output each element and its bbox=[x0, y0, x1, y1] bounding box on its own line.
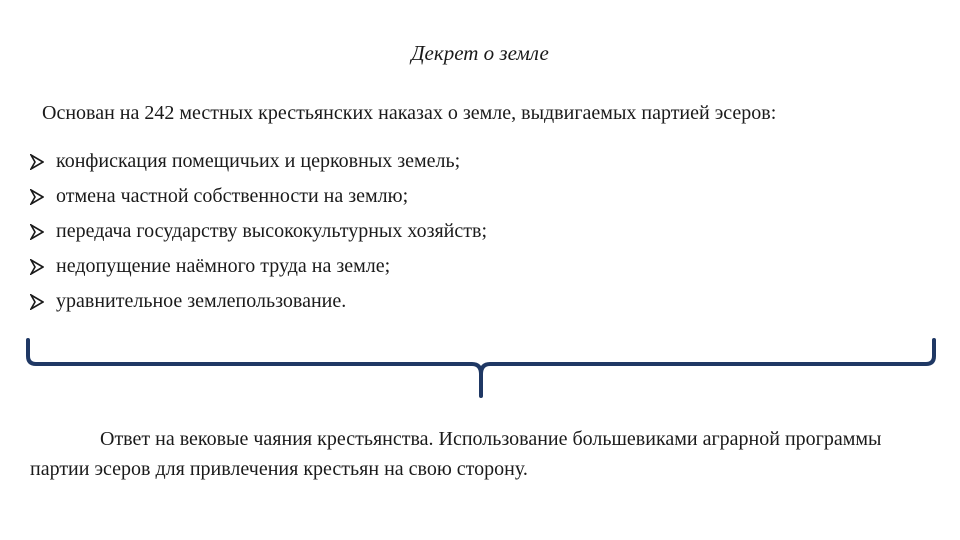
list-item-text: отмена частной собственности на землю; bbox=[56, 185, 409, 207]
arrowhead-bullet-icon bbox=[30, 189, 44, 205]
bullet-list bbox=[30, 144, 910, 319]
slide-title: Декрет о земле bbox=[411, 41, 549, 65]
conclusion-text: Ответ на вековые чаяния крестьянства. Использование большевиками аграрной программы партии эсеров для привлечения крестьян на свою сторону. bbox=[30, 428, 882, 480]
intro-text: Основан на 242 местных крестьянских наказах о земле, выдвигаемых партией эсеров: bbox=[42, 102, 777, 124]
list-item-text: уравнительное землепользование. bbox=[56, 290, 347, 312]
arrowhead-bullet-icon bbox=[30, 259, 44, 275]
arrowhead-bullet-icon bbox=[30, 154, 44, 170]
arrowhead-bullet-icon bbox=[30, 224, 44, 240]
list-item bbox=[30, 214, 910, 249]
curly-brace-icon bbox=[24, 338, 938, 400]
list-item-text: конфискация помещичьих и церковных земель; bbox=[56, 150, 461, 172]
arrowhead-bullet-icon bbox=[30, 294, 44, 310]
list-item-text: передача государству высококультурных хозяйств; bbox=[56, 220, 487, 242]
list-item bbox=[30, 249, 910, 284]
list-item bbox=[30, 284, 910, 319]
list-item bbox=[30, 179, 910, 214]
list-item bbox=[30, 144, 910, 179]
list-item-text: недопущение наёмного труда на земле; bbox=[56, 255, 391, 277]
